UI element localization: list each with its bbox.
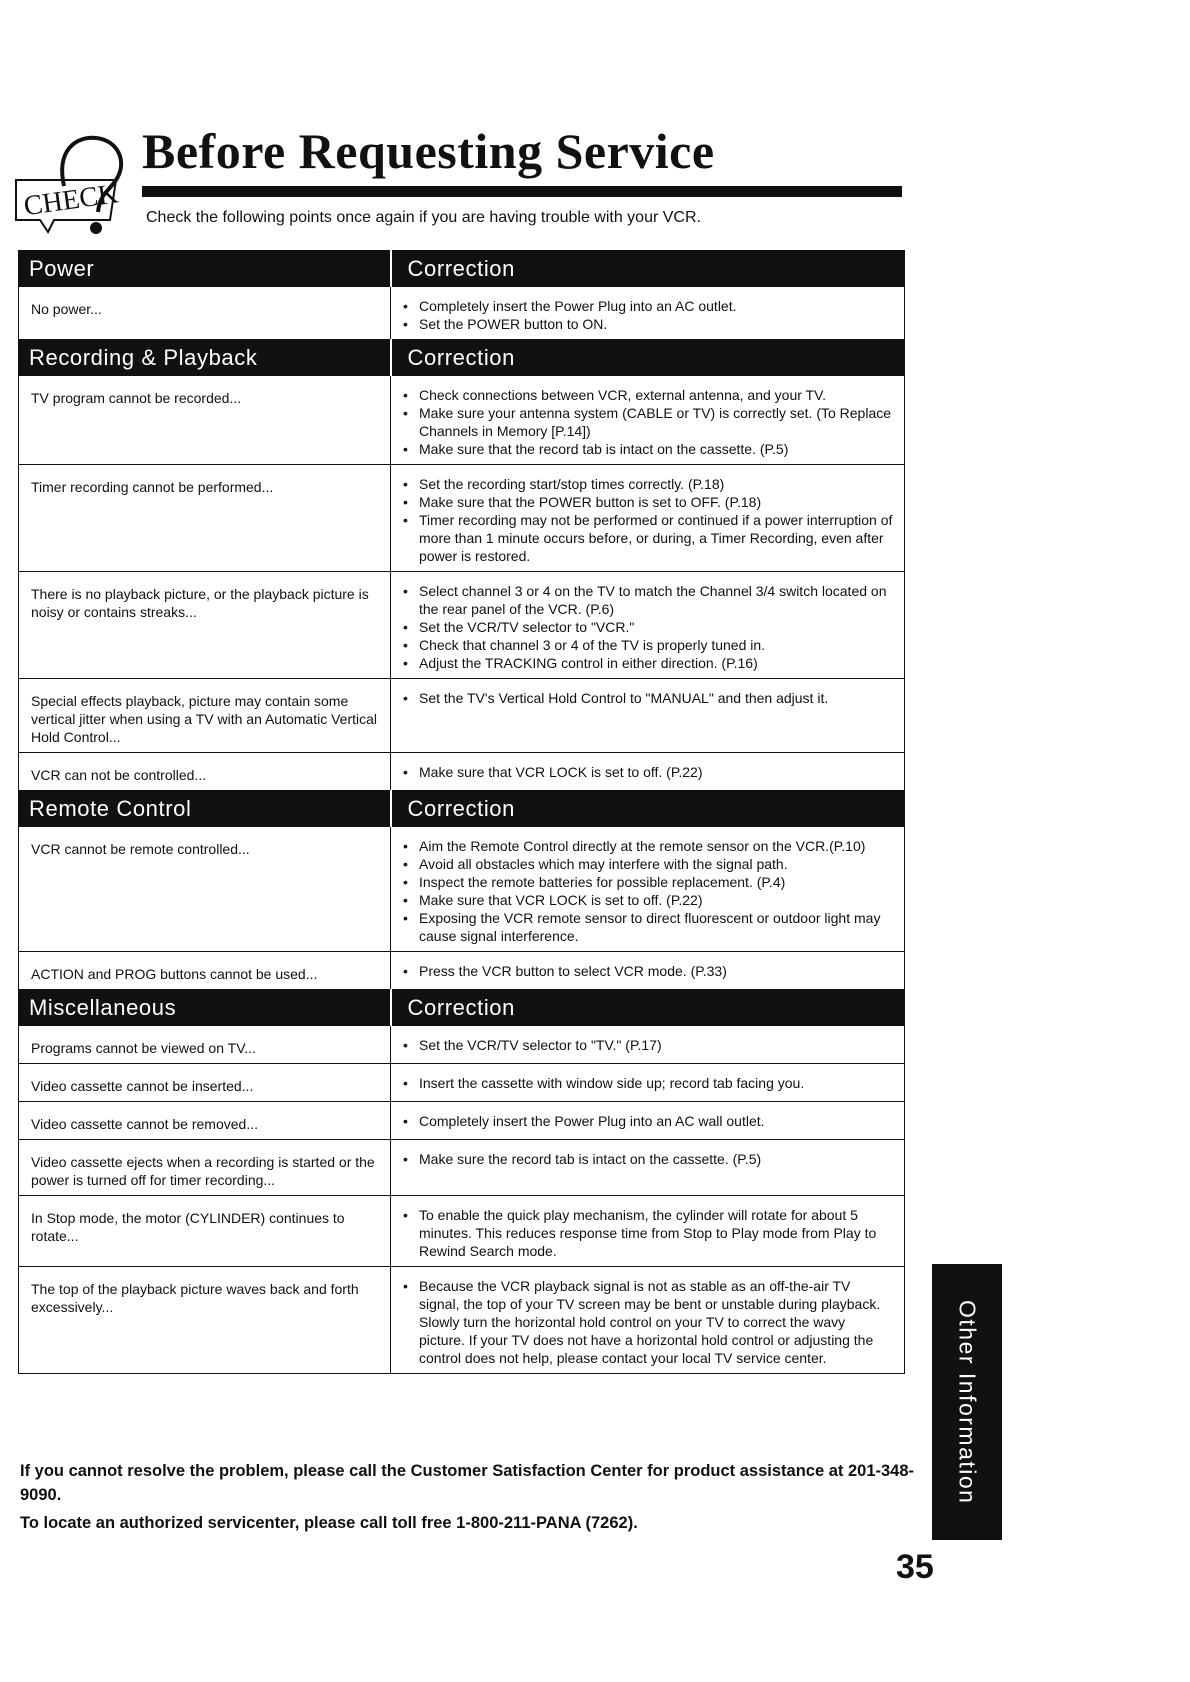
table-row <box>19 1026 905 1064</box>
correction-list <box>403 1112 894 1130</box>
correction-list <box>403 1036 894 1054</box>
table-row <box>19 287 905 340</box>
contact-footer <box>20 1459 920 1539</box>
correction-cell <box>391 1267 905 1374</box>
correction-item: • Set the POWER button to ON. <box>403 315 894 333</box>
section-heading: Recording & Playback <box>19 340 391 376</box>
table-row <box>19 1102 905 1140</box>
correction-heading: Correction <box>391 990 905 1026</box>
correction-item: • Insert the cassette with window side up; record tab facing you. <box>403 1074 894 1092</box>
correction-list <box>403 1277 894 1367</box>
correction-list <box>403 297 894 333</box>
logo-text: CHECK <box>21 178 121 223</box>
correction-cell <box>391 287 905 340</box>
correction-item: • Set the TV's Vertical Hold Control to "MANUAL" and then adjust it. <box>403 689 894 707</box>
section-header-row <box>19 791 905 827</box>
correction-item: • Because the VCR playback signal is not as stable as an off-the-air TV signal, the top of your TV screen may be bent or unstable during playback. Slowly turn the horizontal hold control on your TV to correct the wavy picture. If your TV does not have a horizontal hold control or adjusting the control does not help, please contact your local TV service center. <box>403 1277 894 1367</box>
correction-item: • Select channel 3 or 4 on the TV to match the Channel 3/4 switch located on the rear panel of the VCR. (P.6) <box>403 582 894 618</box>
correction-item: • Make sure that VCR LOCK is set to off. (P.22) <box>403 763 894 781</box>
symptom-cell: Video cassette cannot be removed... <box>19 1102 391 1140</box>
section-side-tab <box>932 1264 1002 1540</box>
correction-item: • Aim the Remote Control directly at the remote sensor on the VCR.(P.10) <box>403 837 894 855</box>
troubleshooting-table <box>18 250 905 1374</box>
correction-list <box>403 475 894 565</box>
correction-cell <box>391 465 905 572</box>
correction-item: • Inspect the remote batteries for possible replacement. (P.4) <box>403 873 894 891</box>
symptom-cell: There is no playback picture, or the playback picture is noisy or contains streaks... <box>19 572 391 679</box>
table-row <box>19 1064 905 1102</box>
correction-item: • Adjust the TRACKING control in either direction. (P.16) <box>403 654 894 672</box>
correction-list <box>403 962 894 980</box>
correction-cell <box>391 679 905 753</box>
section-heading: Miscellaneous <box>19 990 391 1026</box>
correction-list <box>403 1074 894 1092</box>
correction-item: • Make sure your antenna system (CABLE or TV) is correctly set. (To Replace Channels in Memory [P.14]) <box>403 404 894 440</box>
symptom-cell: VCR can not be controlled... <box>19 753 391 791</box>
correction-item: • Make sure that VCR LOCK is set to off. (P.22) <box>403 891 894 909</box>
side-tab-label: Other Information <box>954 1299 981 1505</box>
correction-item: • Make sure that the record tab is intact on the cassette. (P.5) <box>403 440 894 458</box>
correction-item: • Set the recording start/stop times correctly. (P.18) <box>403 475 894 493</box>
section-header-row <box>19 340 905 376</box>
correction-item: • Make sure the record tab is intact on the cassette. (P.5) <box>403 1150 894 1168</box>
table-row <box>19 952 905 990</box>
correction-item: • Avoid all obstacles which may interfere with the signal path. <box>403 855 894 873</box>
correction-heading: Correction <box>391 791 905 827</box>
symptom-cell: The top of the playback picture waves back and forth excessively... <box>19 1267 391 1374</box>
correction-cell <box>391 376 905 465</box>
correction-cell <box>391 1064 905 1102</box>
check-logo-icon <box>12 128 132 240</box>
correction-list <box>403 689 894 707</box>
table-row <box>19 679 905 753</box>
correction-cell <box>391 1196 905 1267</box>
correction-item: • Make sure that the POWER button is set to OFF. (P.18) <box>403 493 894 511</box>
section-header-row <box>19 990 905 1026</box>
correction-list <box>403 386 894 458</box>
correction-cell <box>391 1026 905 1064</box>
table-row <box>19 827 905 952</box>
symptom-cell: Timer recording cannot be performed... <box>19 465 391 572</box>
symptom-cell: Video cassette cannot be inserted... <box>19 1064 391 1102</box>
symptom-cell: ACTION and PROG buttons cannot be used... <box>19 952 391 990</box>
correction-item: • Completely insert the Power Plug into an AC wall outlet. <box>403 1112 894 1130</box>
symptom-cell: Programs cannot be viewed on TV... <box>19 1026 391 1064</box>
correction-item: • Exposing the VCR remote sensor to direct fluorescent or outdoor light may cause signal interference. <box>403 909 894 945</box>
correction-heading: Correction <box>391 251 905 287</box>
symptom-cell: No power... <box>19 287 391 340</box>
table-row <box>19 753 905 791</box>
correction-item: • To enable the quick play mechanism, the cylinder will rotate for about 5 minutes. This reduces response time from Stop to Play mode from Play to Rewind Search mode. <box>403 1206 894 1260</box>
table-row <box>19 1196 905 1267</box>
correction-item: • Completely insert the Power Plug into an AC outlet. <box>403 297 894 315</box>
correction-cell <box>391 753 905 791</box>
symptom-cell: Special effects playback, picture may contain some vertical jitter when using a TV with an Automatic Vertical Hold Control... <box>19 679 391 753</box>
correction-list <box>403 1206 894 1260</box>
section-heading: Remote Control <box>19 791 391 827</box>
title-underline <box>142 186 902 197</box>
correction-list <box>403 582 894 672</box>
table-row <box>19 1267 905 1374</box>
symptom-cell: In Stop mode, the motor (CYLINDER) continues to rotate... <box>19 1196 391 1267</box>
correction-cell <box>391 1102 905 1140</box>
correction-list <box>403 837 894 945</box>
section-header-row <box>19 251 905 287</box>
correction-list <box>403 1150 894 1168</box>
correction-cell <box>391 952 905 990</box>
page-number: 35 <box>896 1548 934 1586</box>
correction-item: • Press the VCR button to select VCR mode. (P.33) <box>403 962 894 980</box>
correction-item: • Set the VCR/TV selector to "VCR." <box>403 618 894 636</box>
correction-cell <box>391 1140 905 1196</box>
correction-cell <box>391 827 905 952</box>
footer-service-line: To locate an authorized servicenter, please call toll free 1-800-211-PANA (7262). <box>20 1514 638 1532</box>
table-row <box>19 572 905 679</box>
correction-list <box>403 763 894 781</box>
correction-item: • Check connections between VCR, external antenna, and your TV. <box>403 386 894 404</box>
correction-item: • Timer recording may not be performed or continued if a power interruption of more than 1 minute occurs before, or during, a Timer Recording, even after power is restored. <box>403 511 894 565</box>
table-row <box>19 376 905 465</box>
footer-support-line: If you cannot resolve the problem, please call the Customer Satisfaction Center for product assistance at 201-348-9090. <box>20 1462 915 1504</box>
table-row <box>19 1140 905 1196</box>
correction-cell <box>391 572 905 679</box>
section-heading: Power <box>19 251 391 287</box>
symptom-cell: TV program cannot be recorded... <box>19 376 391 465</box>
table-row <box>19 465 905 572</box>
symptom-cell: Video cassette ejects when a recording is started or the power is turned off for timer recording... <box>19 1140 391 1196</box>
intro-text: Check the following points once again if you are having trouble with your VCR. <box>146 209 701 226</box>
correction-heading: Correction <box>391 340 905 376</box>
symptom-cell: VCR cannot be remote controlled... <box>19 827 391 952</box>
page-title: Before Requesting Service <box>142 123 715 179</box>
correction-item: • Check that channel 3 or 4 of the TV is properly tuned in. <box>403 636 894 654</box>
correction-item: • Set the VCR/TV selector to "TV." (P.17) <box>403 1036 894 1054</box>
